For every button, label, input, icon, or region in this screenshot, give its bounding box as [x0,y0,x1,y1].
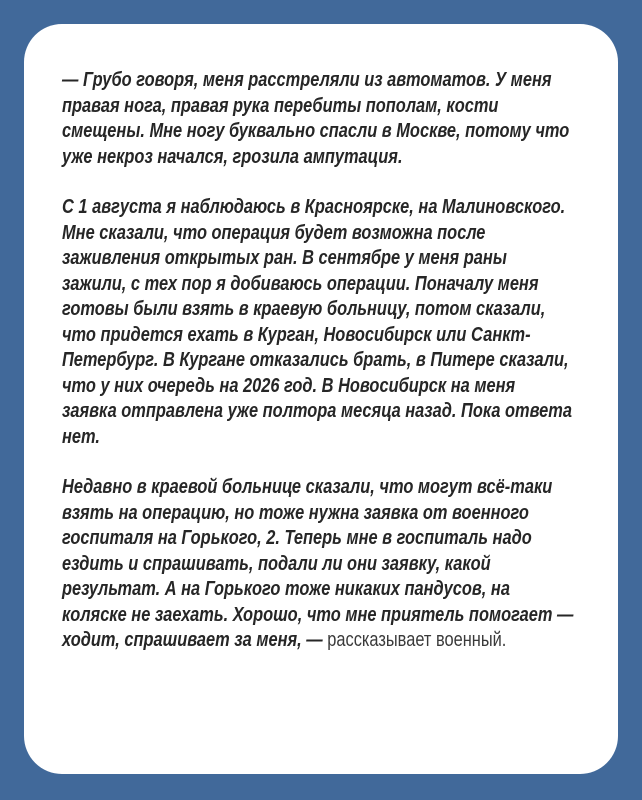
quote-text [62,67,588,653]
paragraph-gap [62,169,588,194]
quote-card [24,24,618,774]
quote-paragraph-3-text: Недавно в краевой больнице сказали, что могут всё-таки взять на операцию, но тоже нужна заявка от военного госпиталя на Горького, 2. Теперь мне в госпиталь надо ездить и спрашивать, подали ли они заявку, какой результат. А на Горького тоже никаких пандусов, на коляске не заехать. Хорошо, что мне приятель помогает — ходит, спрашивает за меня, — [62,475,574,651]
attribution: рассказывает военный. [327,628,507,651]
quote-paragraph-1: — Грубо говоря, меня расстреляли из автоматов. У меня правая нога, правая рука перебиты пополам, кости смещены. Мне ногу буквально спасли в Москве, потому что уже некроз начался, грозила ампутация. [62,68,570,168]
paragraph-gap [62,449,588,474]
quote-paragraph-2: С 1 августа я наблюдаюсь в Красноярске, на Малиновского. Мне сказали, что операция будет возможна после заживления открытых ран. В сентябре у меня раны зажили, с тех пор я добиваюсь операции. Поначалу меня готовы были взять в краевую больницу, потом сказали, что придется ехать в Курган, Новосибирск или Санкт-Петербург. В Кургане отказались брать, в Питере сказали, что у них очередь на 2026 год. В Новосибирск на меня заявка отправлена уже полтора месяца назад. Пока ответа нет. [62,195,572,448]
quote-paragraph-3 [62,474,574,653]
